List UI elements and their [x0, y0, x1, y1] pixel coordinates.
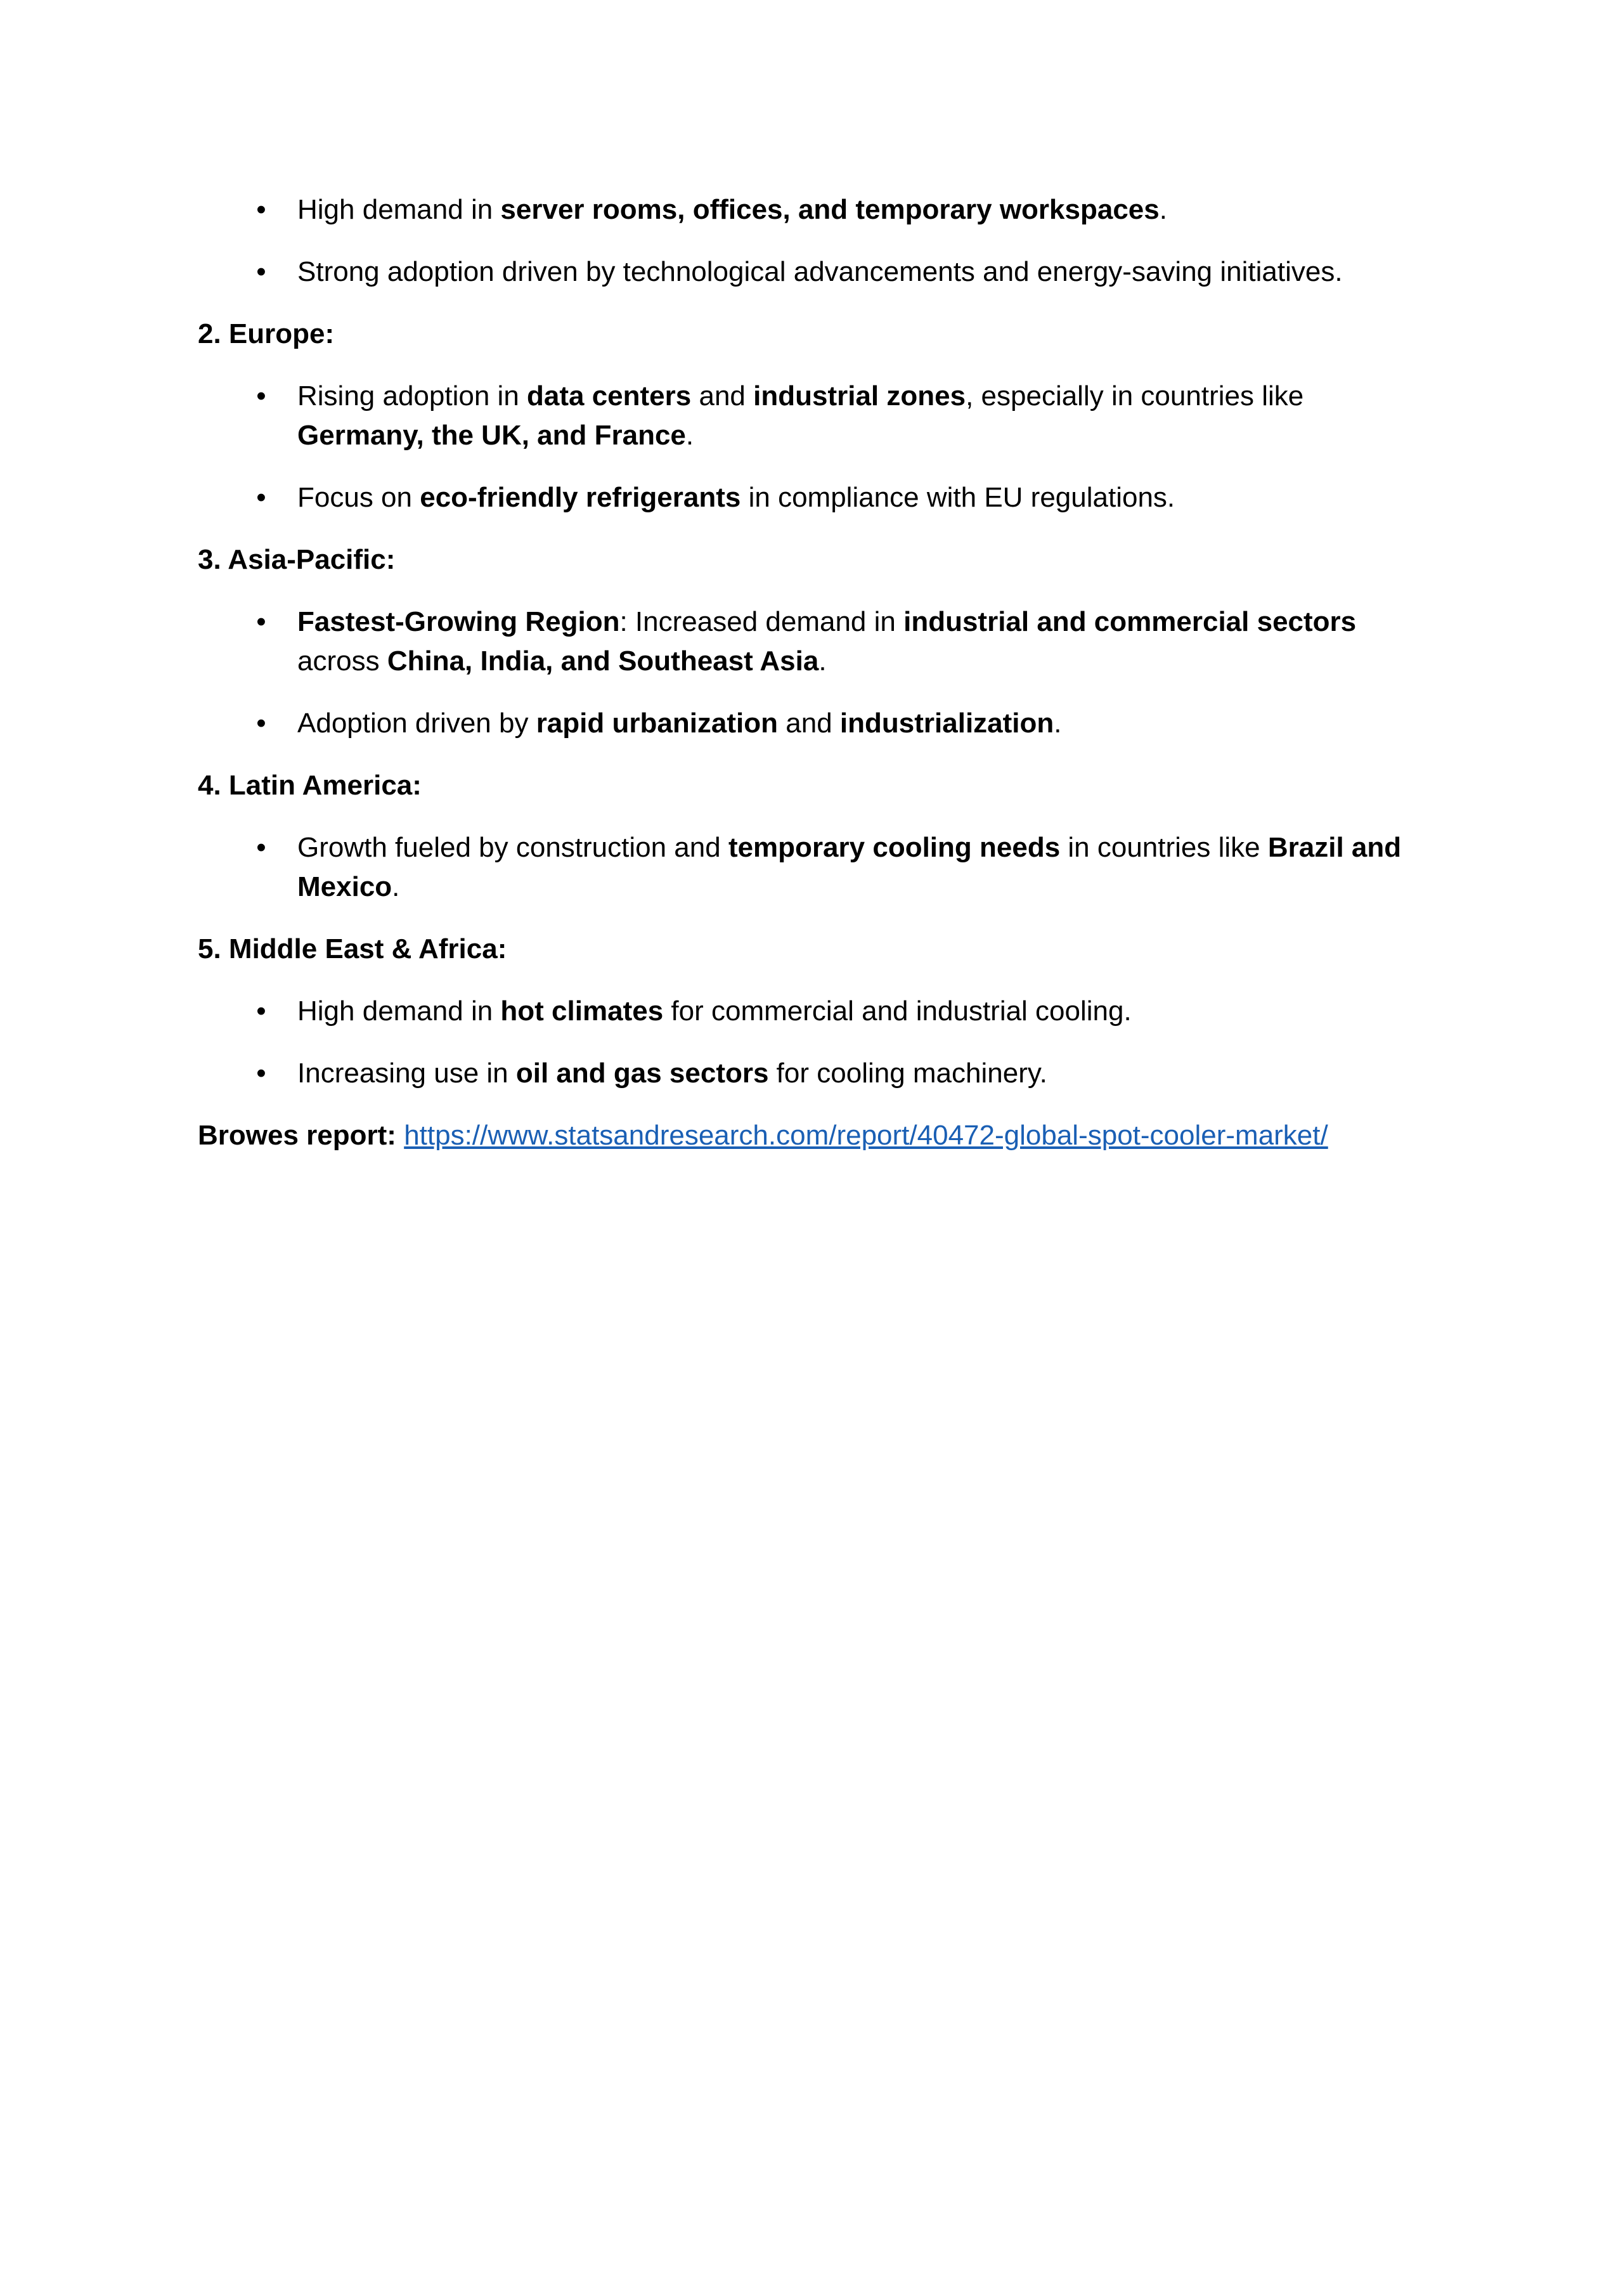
- text: Growth fueled by construction and: [297, 832, 728, 863]
- report-link-line: [198, 1116, 1421, 1155]
- list-item: [198, 252, 1421, 292]
- text: .: [685, 420, 694, 451]
- bold-text: rapid urbanization: [536, 708, 779, 739]
- section-bullet-list: [198, 377, 1421, 517]
- list-item: [198, 704, 1421, 743]
- bullet-icon: •: [256, 1058, 266, 1089]
- report-link[interactable]: https://www.statsandresearch.com/report/40472-global-spot-cooler-market/: [404, 1120, 1328, 1151]
- bold-text: temporary cooling needs: [728, 832, 1061, 863]
- list-item-text: [297, 996, 1132, 1027]
- text: Strong adoption driven by technological advancements and energy-saving initiatives.: [297, 256, 1343, 287]
- bold-text: Germany, the UK, and France: [297, 420, 686, 451]
- section-heading: 4. Latin America:: [198, 770, 422, 801]
- bold-text: Fastest-Growing Region: [297, 606, 620, 637]
- text: , especially in countries like: [966, 380, 1304, 412]
- text: Focus on: [297, 482, 420, 513]
- text: in compliance with EU regulations.: [740, 482, 1175, 513]
- text: and: [691, 380, 754, 412]
- list-item: [198, 190, 1421, 230]
- bold-text: eco-friendly refrigerants: [420, 482, 741, 513]
- section-bullet-list: [198, 602, 1421, 743]
- bullet-icon: •: [256, 256, 266, 287]
- bold-text: industrialization: [839, 708, 1054, 739]
- bullet-icon: •: [256, 482, 266, 513]
- list-item: [198, 478, 1421, 517]
- section-heading: 5. Middle East & Africa:: [198, 933, 507, 964]
- list-item: [198, 828, 1421, 907]
- list-item-text: [297, 380, 1303, 451]
- bold-text: Brazil and Mexico: [297, 832, 1402, 902]
- section-heading: 3. Asia-Pacific:: [198, 544, 396, 575]
- bullet-icon: •: [256, 708, 266, 739]
- bold-text: data centers: [527, 380, 692, 412]
- bold-text: China, India, and Southeast Asia: [387, 645, 819, 677]
- section-heading: 2. Europe:: [198, 318, 335, 349]
- text: for commercial and industrial cooling.: [663, 996, 1132, 1027]
- list-item-text: [297, 832, 1401, 902]
- text: High demand in: [297, 194, 501, 225]
- text: Adoption driven by: [297, 708, 536, 739]
- text: in countries like: [1060, 832, 1268, 863]
- bullet-icon: •: [256, 194, 266, 225]
- bold-text: hot climates: [500, 996, 664, 1027]
- text: .: [1159, 194, 1167, 225]
- bullet-icon: •: [256, 606, 266, 637]
- text: Increasing use in: [297, 1058, 516, 1089]
- section-bullet-list: [198, 992, 1421, 1093]
- document-content: [198, 190, 1421, 1155]
- text: .: [1054, 708, 1062, 739]
- text: and: [778, 708, 840, 739]
- list-item: [198, 1054, 1421, 1093]
- list-item: [198, 377, 1421, 455]
- region-sections: [198, 315, 1421, 1093]
- list-item-text: [297, 606, 1356, 677]
- text: across: [297, 645, 387, 677]
- text: Rising adoption in: [297, 380, 527, 412]
- list-item-text: [297, 1058, 1047, 1089]
- text: High demand in: [297, 996, 501, 1027]
- bullet-icon: •: [256, 380, 266, 412]
- bold-text: industrial and commercial sectors: [903, 606, 1357, 637]
- list-item: [198, 992, 1421, 1031]
- bold-text: server rooms, offices, and temporary workspaces: [500, 194, 1160, 225]
- bullet-icon: •: [256, 996, 266, 1027]
- text: : Increased demand in: [619, 606, 904, 637]
- text: .: [818, 645, 827, 677]
- text: for cooling machinery.: [768, 1058, 1047, 1089]
- section-bullet-list: [198, 828, 1421, 907]
- intro-bullet-list: [198, 190, 1421, 292]
- list-item-text: [297, 256, 1343, 287]
- list-item-text: [297, 482, 1175, 513]
- bold-text: oil and gas sectors: [515, 1058, 769, 1089]
- report-link-label: Browes report:: [198, 1120, 396, 1151]
- list-item-text: [297, 708, 1062, 739]
- text: .: [392, 871, 400, 902]
- bold-text: industrial zones: [753, 380, 966, 412]
- list-item: [198, 602, 1421, 681]
- list-item-text: [297, 194, 1167, 225]
- bullet-icon: •: [256, 832, 266, 863]
